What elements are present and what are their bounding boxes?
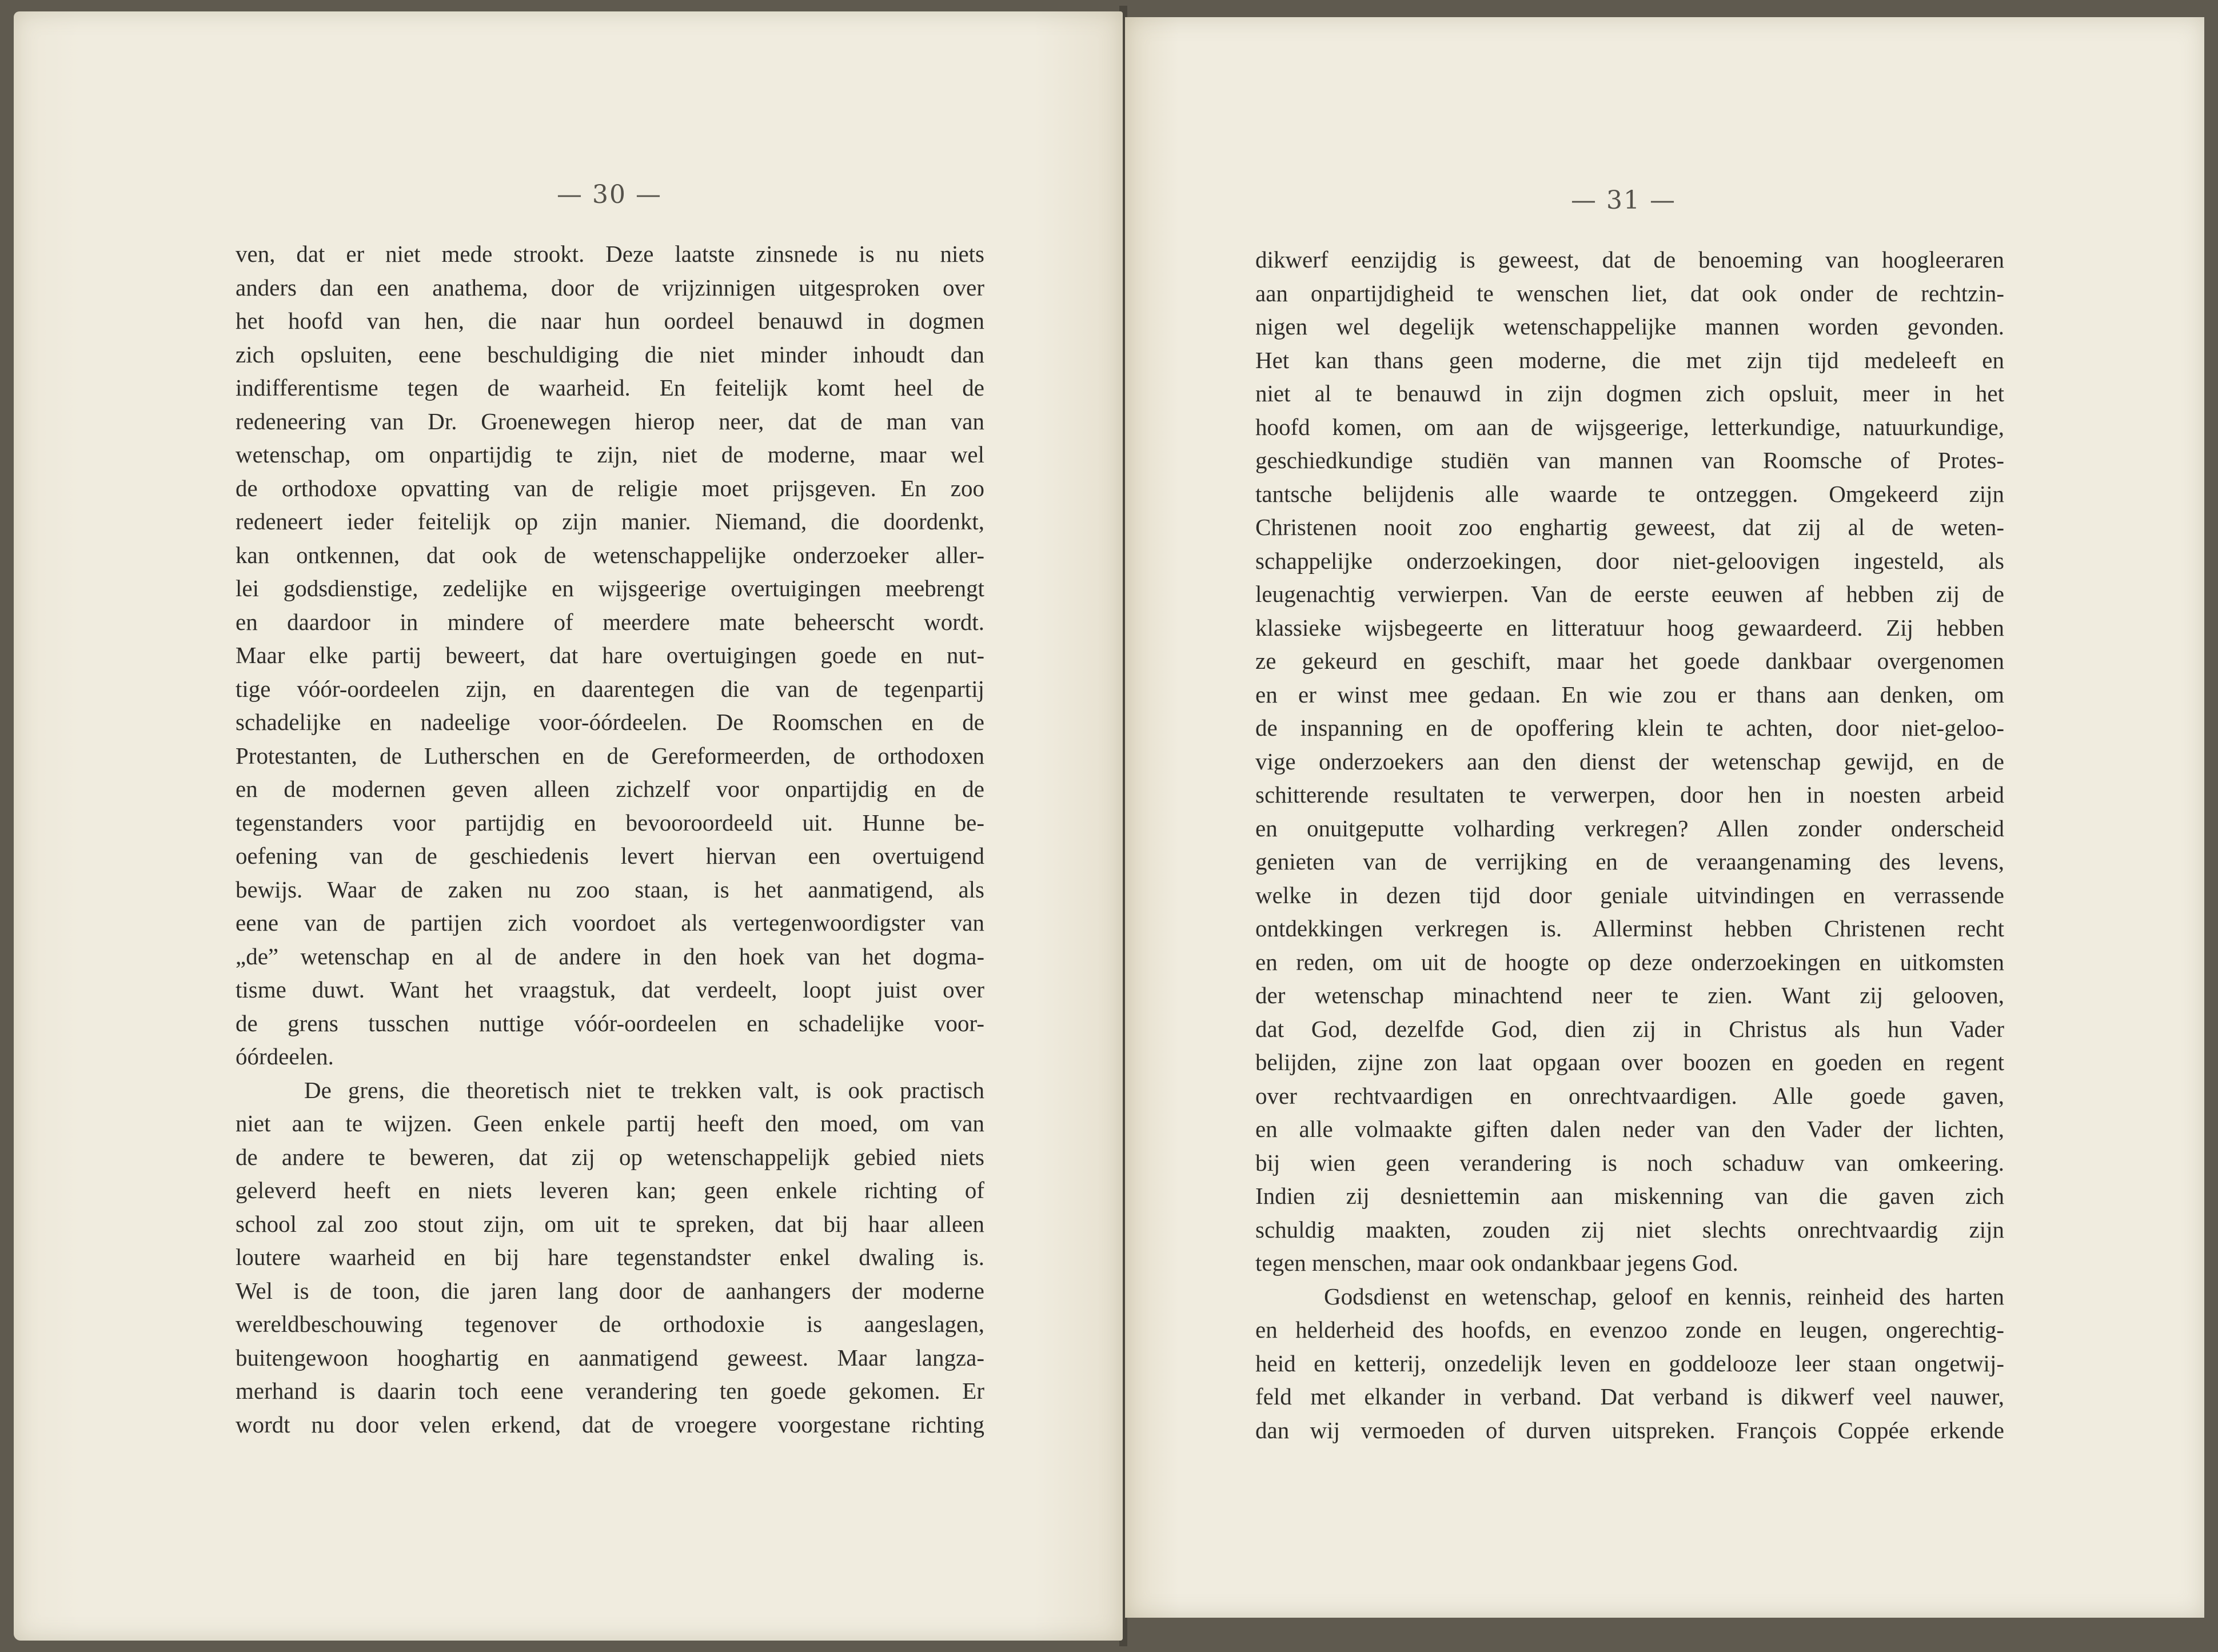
text-line: leugenachtig verwierpen. Van de eerste eeuwen af hebben zij de [1255,581,2004,607]
text-line: ontdekkingen verkregen is. Allerminst hebben Christenen recht [1255,915,2004,941]
text-line: tantsche belijdenis alle waarde te ontzeggen. Omgekeerd zijn [1255,480,2004,507]
text-line: feld met elkander in verband. Dat verband is dikwerf veel nauwer, [1255,1383,2004,1410]
text-line: schappelijke onderzoekingen, door niet-geloovigen ingesteld, als [1255,547,2004,574]
text-line: oefening van de geschiedenis levert hiervan een overtuigend [236,843,984,869]
text-line: het hoofd van hen, die naar hun oordeel benauwd in dogmen [236,308,984,334]
text-line: anders dan een anathema, door de vrijzinnigen uitgesproken over [236,274,984,301]
text-line: welke in dezen tijd door geniale uitvindingen en verrassende [1255,881,2004,908]
text-line: de grens tusschen nuttige vóór-oordeelen en schadelijke voor- [236,1009,984,1036]
text-line: bij wien geen verandering is noch schaduw van omkeering. [1255,1149,2004,1176]
text-line: redeneert ieder feitelijk op zijn manier. Niemand, die doordenkt, [236,508,984,534]
left-page [14,11,1123,1641]
text-line: bewijs. Waar de zaken nu zoo staan, is het aanmatigend, als [236,876,984,903]
text-line: belijden, zijne zon laat opgaan over boozen en goeden en regent [1255,1049,2004,1075]
text-line: wetenschap, om onpartijdig te zijn, niet de moderne, maar wel [236,441,984,468]
left-page-text [236,237,984,1441]
text-line: Christenen nooit zoo enghartig geweest, dat zij al de weten- [1255,514,2004,540]
text-line: geleverd heeft en niets leveren kan; geen enkele richting of [236,1177,984,1203]
text-line: en de modernen geven alleen zichzelf voor onpartijdig en de [236,776,984,802]
text-line: heid en ketterij, onzedelijk leven en goddelooze leer staan ongetwij- [1255,1350,2004,1376]
text-line: nigen wel degelijk wetenschappelijke mannen worden gevonden. [1255,313,2004,340]
text-line: schitterende resultaten te verwerpen, door hen in noesten arbeid [1255,781,2004,808]
text-line: dat God, dezelfde God, dien zij in Christus als hun Vader [1255,1015,2004,1042]
text-line: „de” wetenschap en al de andere in den hoek van het dogma- [236,943,984,969]
text-line: De grens, die theoretisch niet te trekken valt, is ook practisch [304,1076,984,1103]
right-page [1125,17,2204,1618]
text-line: lei godsdienstige, zedelijke en wijsgeerige overtuigingen meebrengt [236,575,984,601]
text-line: ven, dat er niet mede strookt. Deze laatste zinsnede is nu niets [236,241,984,267]
text-line: school zal zoo stout zijn, om uit te spreken, dat bij haar alleen [236,1210,984,1237]
text-line: schadelijke en nadeelige voor-óórdeelen. De Roomschen en de [236,709,984,735]
text-line: zich opsluiten, eene beschuldiging die niet minder inhoudt dan [236,341,984,368]
text-line: Het kan thans geen moderne, die met zijn tijd medeleeft en [1255,346,2004,373]
text-line: aan onpartijdigheid te wenschen liet, dat ook onder de rechtzin- [1255,280,2004,306]
text-line: kan ontkennen, dat ook de wetenschappelijke onderzoeker aller- [236,541,984,568]
text-line: loutere waarheid en bij hare tegenstandster enkel dwaling is. [236,1244,984,1270]
text-line: geschiedkundige studiën van mannen van Roomsche of Protes- [1255,447,2004,473]
text-line: merhand is daarin toch eene verandering ten goede gekomen. Er [236,1378,984,1404]
text-line: indifferentisme tegen de waarheid. En feitelijk komt heel de [236,374,984,401]
text-line: eene van de partijen zich voordoet als vertegenwoordigster van [236,909,984,936]
text-line: en daardoor in mindere of meerdere mate beheerscht wordt. [236,608,984,635]
text-line: Protestanten, de Lutherschen en de Gereformeerden, de orthodoxen [236,742,984,769]
text-line: en reden, om uit de hoogte op deze onderzoekingen en uitkomsten [1255,948,2004,975]
text-line: ze gekeurd en geschift, maar het goede dankbaar overgenomen [1255,648,2004,674]
text-line: hoofd komen, om aan de wijsgeerige, letterkundige, natuurkundige, [1255,413,2004,440]
text-line: buitengewoon hooghartig en aanmatigend geweest. Maar langza- [236,1344,984,1371]
text-line: klassieke wijsbegeerte en litteratuur hoog gewaardeerd. Zij hebben [1255,614,2004,641]
text-line: vige onderzoekers aan den dienst der wetenschap gewijd, en de [1255,748,2004,775]
text-line: schuldig maakten, zouden zij niet slechts onrechtvaardig zijn [1255,1216,2004,1243]
text-line: redeneering van Dr. Groenewegen hierop neer, dat de man van [236,408,984,434]
text-line: wereldbeschouwing tegenover de orthodoxie is aangeslagen, [236,1311,984,1337]
text-line: der wetenschap minachtend neer te zien. Want zij gelooven, [1255,982,2004,1008]
text-line: en alle volmaakte giften dalen neder van den Vader der lichten, [1255,1116,2004,1142]
text-line: óórdeelen. [236,1043,334,1070]
text-line: en er winst mee gedaan. En wie zou er thans aan denken, om [1255,681,2004,708]
text-line: tegenstanders voor partijdig en bevooroordeeld uit. Hunne be- [236,809,984,836]
text-line: Godsdienst en wetenschap, geloof en kennis, reinheid des harten [1324,1283,2004,1310]
text-line: tisme duwt. Want het vraagstuk, dat verdeelt, loopt juist over [236,976,984,1003]
text-line: tige vóór-oordeelen zijn, en daarentegen die van de tegenpartij [236,675,984,702]
text-line: de orthodoxe opvatting van de religie moet prijsgeven. En zoo [236,474,984,501]
text-line: over rechtvaardigen en onrechtvaardigen. Alle goede gaven, [1255,1082,2004,1109]
text-line: en onuitgeputte volharding verkregen? Allen zonder onderscheid [1255,815,2004,841]
text-line: dikwerf eenzijdig is geweest, dat de benoeming van hoogleeraren [1255,246,2004,273]
text-line: dan wij vermoeden of durven uitspreken. François Coppée erkende [1255,1416,2004,1443]
page-number-left: — 30 — [557,180,662,209]
text-line: niet al te benauwd in zijn dogmen zich opsluit, meer in het [1255,380,2004,406]
text-line: niet aan te wijzen. Geen enkele partij heeft den moed, om van [236,1110,984,1136]
right-page-text [1255,243,2004,1447]
text-line: en helderheid des hoofds, en evenzoo zonde en leugen, ongerechtig- [1255,1316,2004,1343]
text-line: de andere te beweren, dat zij op wetenschappelijk gebied niets [236,1143,984,1170]
text-line: tegen menschen, maar ook ondankbaar jegens God. [1255,1250,1738,1276]
text-line: Maar elke partij beweert, dat hare overtuigingen goede en nut- [236,642,984,668]
text-line: de inspanning en de opoffering klein te achten, door niet-geloo- [1255,715,2004,741]
page-number-right: — 31 — [1571,186,1676,215]
text-line: Indien zij desniettemin aan miskenning van die gaven zich [1255,1183,2004,1209]
text-line: wordt nu door velen erkend, dat de vroegere voorgestane richting [236,1411,984,1438]
text-line: genieten van de verrijking en de veraangenaming des levens, [1255,848,2004,875]
text-line: Wel is de toon, die jaren lang door de aanhangers der moderne [236,1277,984,1304]
